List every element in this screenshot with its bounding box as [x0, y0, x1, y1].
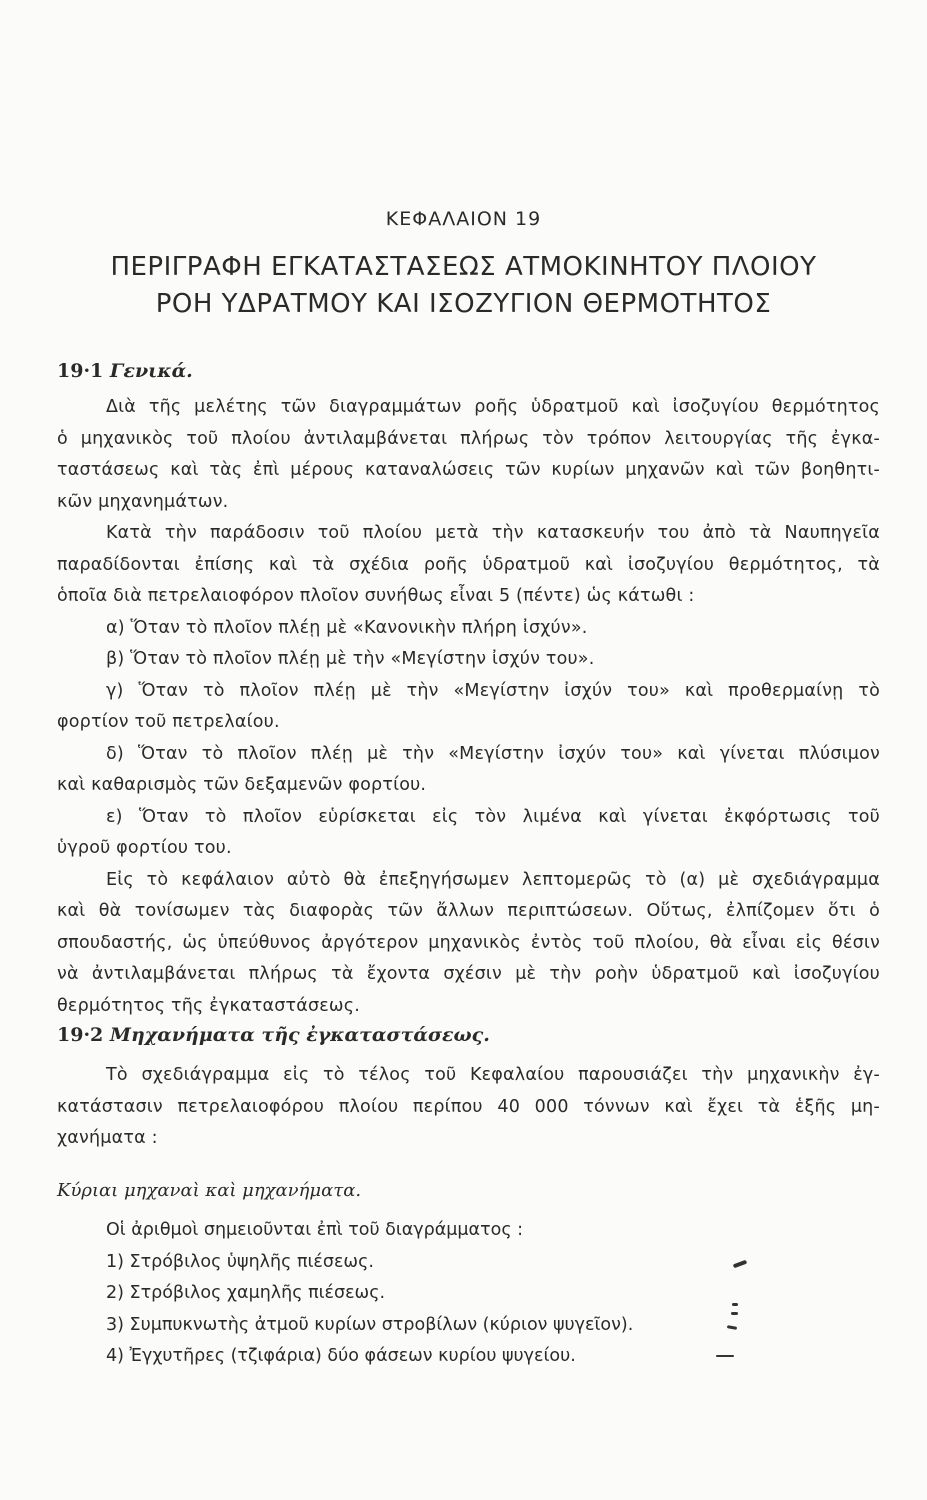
chapter-label: ΚΕΦΑΛΑΙΟΝ 19: [385, 208, 542, 230]
list-intro: Οἱ ἀριθμοὶ σημειοῦνται ἐπὶ τοῦ διαγράμματος :: [106, 1220, 524, 1240]
list-item: α) Ὅταν τὸ πλοῖον πλέῃ μὲ «Κανονικὴν πλήρη ἰσχύν».: [106, 617, 588, 638]
section-number: 19·1: [57, 360, 104, 382]
list-item: β) Ὅταν τὸ πλοῖον πλέῃ μὲ τὴν «Μεγίστην ἰσχύν του».: [106, 649, 595, 669]
subheading: Κύριαι μηχαναὶ καὶ μηχανήματα.: [57, 1180, 362, 1201]
margin-mark: [727, 1325, 737, 1330]
text-line: ὑγροῦ φορτίου του.: [57, 838, 232, 858]
text-line: κῶν μηχανημάτων.: [57, 491, 229, 512]
text-line: κατάστασιν πετρελαιοφόρου πλοίου περίπου 40 000 τόννων καὶ ἔχει τὰ ἑξῆς μη-: [57, 1096, 880, 1117]
text-line: ὁ μηχανικὸς τοῦ πλοίου ἀντιλαμβάνεται πλήρως τὸν τρόπον λειτουργίας τῆς ἐγκα-: [57, 428, 880, 449]
margin-mark: [732, 1303, 738, 1306]
text-line: Εἰς τὸ κεφάλαιον αὐτὸ θὰ ἐπεξηγήσωμεν λεπτομερῶς τὸ (α) μὲ σχεδιάγραμμα: [106, 869, 880, 890]
list-item: 2) Στρόβιλος χαμηλῆς πιέσεως.: [106, 1283, 386, 1303]
machinery-list: [106, 1215, 726, 1373]
section-2-body: [57, 1060, 880, 1155]
section-heading-2: [57, 1024, 490, 1046]
section-heading-1: [57, 360, 193, 382]
text-line: καὶ καθαρισμὸς τῶν δεξαμενῶν φορτίου.: [57, 775, 427, 795]
list-item: 4) Ἐγχυτῆρες (τζιφάρια) δύο φάσεων κυρίου ψυγείου.: [106, 1346, 576, 1366]
margin-mark: [716, 1355, 734, 1357]
section-1-body: [57, 392, 880, 1022]
chapter-title-line-1: ΠΕΡΙΓΡΑΦΗ ΕΓΚΑΤΑΣΤΑΣΕΩΣ ΑΤΜΟΚΙΝΗΤΟΥ ΠΛΟΙΟΥ: [110, 252, 817, 282]
text-line: ὁποῖα διὰ πετρελαιοφόρον πλοῖον συνήθως εἶναι 5 (πέντε) ὡς κάτωθι :: [57, 586, 695, 606]
text-line: Κατὰ τὴν παράδοσιν τοῦ πλοίου μετὰ τὴν κατασκευήν του ἀπὸ τὰ Ναυπηγεῖα: [106, 523, 880, 543]
margin-mark: [733, 1260, 748, 1269]
text-line: παραδίδονται ἐπίσης καὶ τὰ σχέδια ροῆς ὑδρατμοῦ καὶ ἰσοζυγίου θερμότητος, τὰ: [57, 554, 880, 575]
text-line: θερμότητος τῆς ἐγκαταστάσεως.: [57, 995, 361, 1016]
text-line: νὰ ἀντιλαμβάνεται πλήρως τὰ ἔχοντα σχέσιν μὲ τὴν ροὴν ὑδρατμοῦ καὶ ἰσοζυγίου: [57, 964, 880, 984]
list-item: 3) Συμπυκνωτὴς ἀτμοῦ κυρίων στροβίλων (κύριον ψυγεῖον).: [106, 1314, 634, 1335]
text-line: χανήματα :: [57, 1128, 158, 1148]
text-line: σπουδαστής, ὡς ὑπεύθυνος ἀργότερον μηχανικὸς ἐντὸς τοῦ πλοίου, θὰ εἶναι εἰς θέσιν: [57, 932, 880, 953]
text-line: ταστάσεως καὶ τὰς ἐπὶ μέρους καταναλώσεις τῶν κυρίων μηχανῶν καὶ τῶν βοηθητι-: [57, 460, 880, 480]
section-name: Μηχανήματα τῆς ἐγκαταστάσεως.: [109, 1024, 490, 1046]
chapter-title-line-2: ΡΟΗ ΥΔΡΑΤΜΟΥ ΚΑΙ ΙΣΟΖΥΓΙΟΝ ΘΕΡΜΟΤΗΤΟΣ: [155, 289, 772, 319]
text-line: καὶ θὰ τονίσωμεν τὰς διαφορὰς τῶν ἄλλων περιπτώσεων. Οὕτως, ἐλπίζομεν ὅτι ὁ: [57, 901, 880, 921]
section-number: 19·2: [57, 1024, 104, 1046]
text-line: Διὰ τῆς μελέτης τῶν διαγραμμάτων ροῆς ὑδρατμοῦ καὶ ἰσοζυγίου θερμότητος: [106, 397, 880, 417]
list-item: ε) Ὅταν τὸ πλοῖον εὑρίσκεται εἰς τὸν λιμένα καὶ γίνεται ἐκφόρτωσις τοῦ: [106, 806, 880, 827]
text-line: Τὸ σχεδιάγραμμα εἰς τὸ τέλος τοῦ Κεφαλαίου παρουσιάζει τὴν μηχανικὴν ἐγ-: [106, 1065, 880, 1085]
list-item: γ) Ὅταν τὸ πλοῖον πλέῃ μὲ τὴν «Μεγίστην ἰσχύν του» καὶ προθερμαίνῃ τὸ: [106, 680, 880, 701]
list-item: 1) Στρόβιλος ὑψηλῆς πιέσεως.: [106, 1251, 374, 1272]
text-line: φορτίον τοῦ πετρελαίου.: [57, 712, 280, 732]
section-name: Γενικά.: [109, 360, 193, 382]
margin-mark: [731, 1312, 738, 1315]
list-item: δ) Ὅταν τὸ πλοῖον πλέῃ μὲ τὴν «Μεγίστην ἰσχύν του» καὶ γίνεται πλύσιμον: [106, 743, 880, 764]
